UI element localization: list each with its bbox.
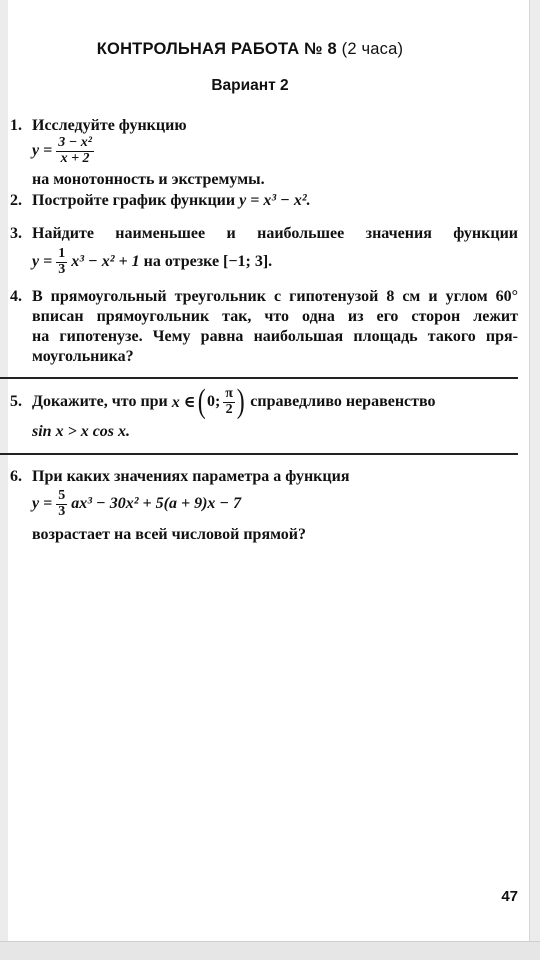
problem-5-number: 5. xyxy=(10,393,22,410)
problem-6-lhs: y = xyxy=(32,494,53,512)
problem-5-close-paren: ) xyxy=(236,383,245,420)
problem-5-pi: π xyxy=(225,385,233,401)
problem-4-line3: на гипотенузе. Чему равна наибольшая площадь такого пря- xyxy=(32,328,518,345)
problem-6-rest: ax³ − 30x² + 5(a + 9)x − 7 xyxy=(71,494,242,512)
page-title xyxy=(0,40,500,59)
problem-2-formula: y = x³ − x². xyxy=(239,192,311,209)
problem-6-formula xyxy=(32,489,241,519)
frame-bottom-edge xyxy=(0,941,540,960)
problem-2-number: 2. xyxy=(10,192,22,209)
problem-6-frac-num: 5 xyxy=(58,488,66,503)
problem-1-lhs: y = xyxy=(32,141,53,159)
problem-3-formula xyxy=(32,247,272,277)
variant-heading: Вариант 2 xyxy=(211,77,289,94)
problem-5-inequality: sin x > x cos x. xyxy=(32,423,131,440)
problem-1-formula xyxy=(32,136,94,166)
problem-1-denominator: x + 2 xyxy=(60,150,90,166)
problem-5-text2: справедливо неравенство xyxy=(250,393,436,410)
problem-6-text: При каких значениях параметра a функция xyxy=(32,468,350,485)
page-number: 47 xyxy=(501,888,518,905)
problem-1-number: 1. xyxy=(10,117,22,134)
problem-1-text2: на монотонность и экстремумы. xyxy=(32,171,265,188)
problem-4-line4: моугольника? xyxy=(32,348,134,365)
title-main: КОНТРОЛЬНАЯ РАБОТА № 8 xyxy=(96,40,337,58)
section-divider-1 xyxy=(0,377,518,379)
problem-3-number: 3. xyxy=(10,225,22,242)
problem-3-rest: x³ − x² + 1 xyxy=(71,252,140,270)
section-divider-2 xyxy=(0,453,518,455)
problem-4-line1: В прямоугольный треугольник с гипотенузой 8 см и углом 60° xyxy=(32,288,518,305)
problem-5-interval-left: 0; xyxy=(206,393,221,410)
frame-right-edge xyxy=(529,0,540,960)
problem-1-text: Исследуйте функцию xyxy=(32,117,187,134)
problem-5-open-paren: ( xyxy=(197,383,206,420)
title-duration: (2 часа) xyxy=(341,40,404,58)
problem-3-text2: на отрезке [−1; 3]. xyxy=(143,252,273,270)
problem-1-fraction xyxy=(56,136,94,166)
problem-5-two: 2 xyxy=(225,401,233,417)
frame-left-edge xyxy=(0,0,8,960)
problem-1-numerator: 3 − x² xyxy=(58,135,92,150)
problem-5-line1 xyxy=(32,384,436,420)
problem-2-line xyxy=(32,192,311,210)
problem-2-text: Постройте график функции xyxy=(32,192,236,209)
problem-4-line2: вписан прямоугольник так, что одна из его сторон лежит xyxy=(32,308,518,325)
problem-4-number: 4. xyxy=(10,288,22,305)
problem-6-frac-den: 3 xyxy=(58,503,66,519)
problem-5-pi-fraction xyxy=(223,387,235,417)
problem-3-frac-num: 1 xyxy=(58,246,66,261)
problem-6-fraction xyxy=(56,489,67,519)
problem-3-fraction xyxy=(56,247,67,277)
problem-3-lhs: y = xyxy=(32,252,53,270)
problem-3-frac-den: 3 xyxy=(58,261,66,277)
problem-5-var: x ∈ xyxy=(171,394,196,411)
problem-3-text: Найдите наименьшее и наибольшее значения функции xyxy=(32,225,518,242)
problem-6-text2: возрастает на всей числовой прямой? xyxy=(32,526,306,543)
problem-6-number: 6. xyxy=(10,468,22,485)
problem-5-text: Докажите, что при xyxy=(32,393,168,410)
